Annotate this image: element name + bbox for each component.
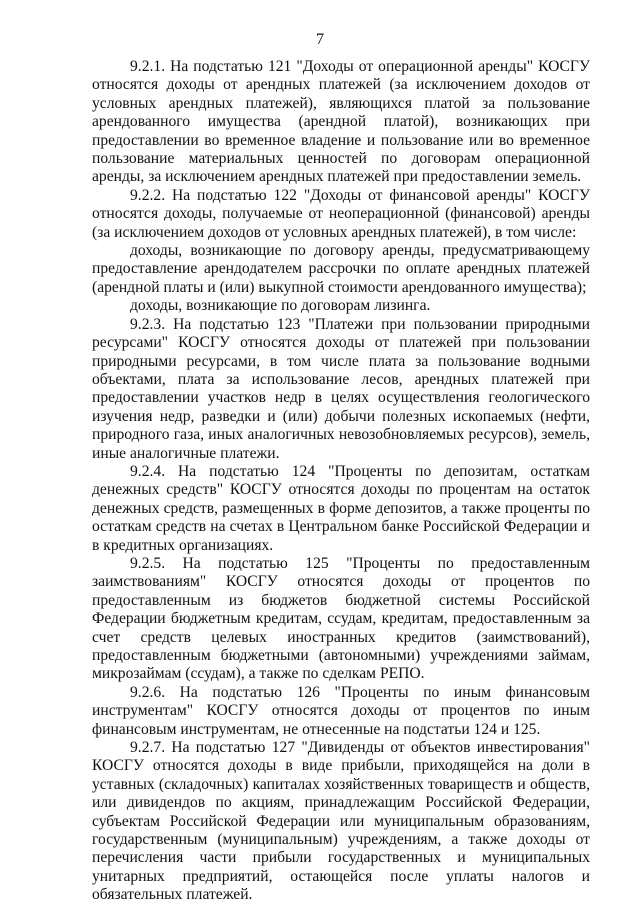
paragraph-9-2-7: 9.2.7. На подстатью 127 "Дивиденды от объектов инвестирования" КОСГУ относятся доходы в виде прибыли, приходящейся на доли в уставных (складочных) капиталах хозяйственных товариществ и обществ, или дивидендов по акциям, принадлежащим Российской Федерации, субъектам Российской Федерации или муниципальным образованиям, государственным (муниципальным) учреждениям, а также доходы от перечисления части прибыли государственных и муниципальных унитарных предприятий, остающейся после уплаты налогов и обязательных платежей.	[92, 739, 590, 904]
paragraph-lease-installment-income: доходы, возникающие по договору аренды, предусматривающему предоставление арендодателем рассрочки по оплате арендных платежей (арендной платы и (или) выкупной стоимости арендованного имущества);	[92, 242, 590, 296]
paragraph-leasing-income: доходы, возникающие по договорам лизинга.	[130, 297, 431, 315]
page-number: 7	[316, 31, 324, 48]
paragraph-9-2-6: 9.2.6. На подстатью 126 "Проценты по иным финансовым инструментам" КОСГУ относятся доходы от процентов по иным финансовым инструментам, не отнесенные на подстатьи 124 и 125.	[92, 683, 590, 738]
paragraph-9-2-3: 9.2.3. На подстатью 123 "Платежи при пользовании природными ресурсами" КОСГУ относятся доходы от платежей при пользовании природными ресурсами, в том числе плата за пользование водными объектами, плата за использование лесов, арендных платежей при предоставлении участков недр в целях осуществления геологического изучения недр, разведки и (или) добычи полезных ископаемых (нефти, природного газа, иных аналогичных невозобновляемых ресурсов), земель, иные аналогичные платежи.	[92, 315, 590, 462]
paragraph-9-2-2: 9.2.2. На подстатью 122 "Доходы от финансовой аренды" КОСГУ относятся доходы, получаемые от неоперационной (финансовой) аренды (за исключением доходов от условных арендных платежей), в том числе:	[92, 186, 590, 241]
paragraph-9-2-5: 9.2.5. На подстатью 125 "Проценты по предоставленным заимствованиям" КОСГУ относятся доходы от процентов по предоставленным из бюджетов бюджетной системы Российской Федерации бюджетным кредитам, ссудам, кредитам, предоставленным за счет средств целевых иностранных кредитов (заимствований), предоставленным бюджетными (автономными) учреждениями займам, микрозаймам (ссудам), а также по сделкам РЕПО.	[92, 554, 590, 683]
document-body	[92, 58, 590, 905]
paragraph-9-2-4: 9.2.4. На подстатью 124 "Проценты по депозитам, остаткам денежных средств" КОСГУ относятся доходы по процентам на остаток денежных средств, размещенных в форме депозитов, а также проценты по остаткам средств на счетах в Центральном банке Российской Федерации и в кредитных организациях.	[92, 462, 590, 554]
paragraph-9-2-1: 9.2.1. На подстатью 121 "Доходы от операционной аренды" КОСГУ относятся доходы от арендных платежей (за исключением доходов от условных арендных платежей), являющихся платой за пользование арендованного имущества (арендной платой), возникающих при предоставлении во временное владение и пользование или во временное пользование материальных ценностей по договорам операционной аренды, за исключением арендных платежей при предоставлении земель.	[92, 58, 590, 186]
